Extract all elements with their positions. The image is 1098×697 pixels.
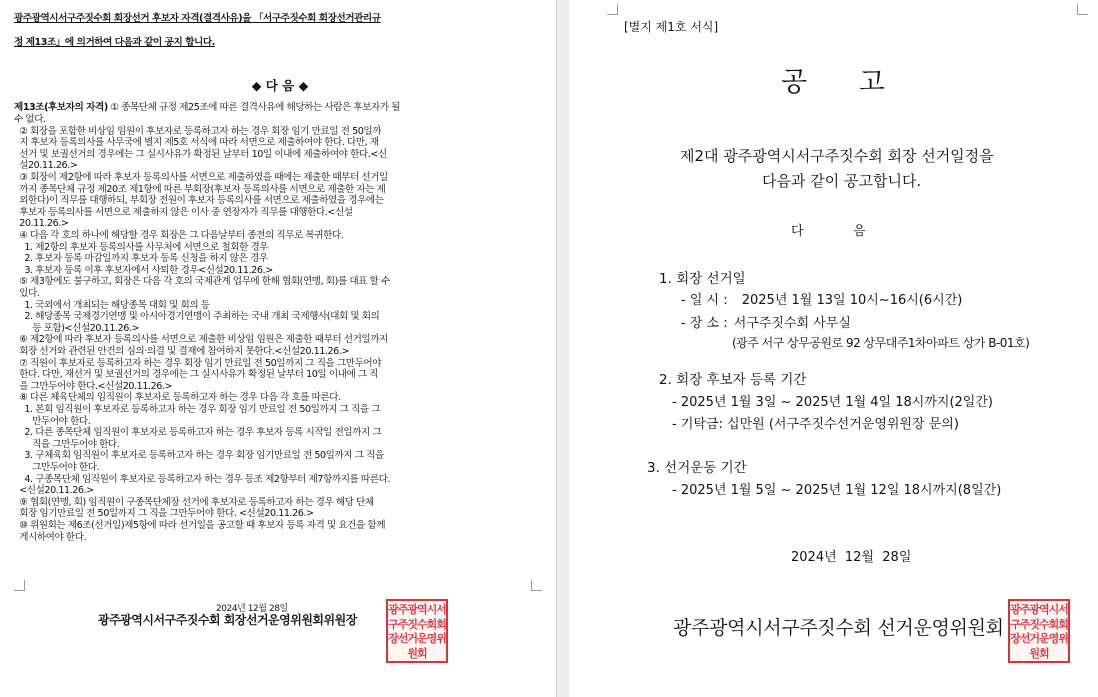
article-line: ⑤ 제3항에도 불구하고, 회장은 다음 각 호의 국제관계 업무에 한해 협회(연맹, 회)를 대표 할 수 [14,276,390,288]
article-line: 회장 임기만료일 전 50일까지 그 직을 그만두어야 한다. <신설20.11.26.> [14,508,314,520]
section2-title: 2. 회장 후보자 등록 기간 [659,372,807,388]
article-line: 후보자 등록의사를 서면으로 제출하지 않은 이사 중 연장자가 직무를 대행한다.<신설 [14,206,353,218]
section1-place [681,312,851,331]
seal-text: 광주광역시서구주짓수회회장선거운영위원회 [388,603,446,660]
seal-text: 광주광역시서구주짓수회회장선거운영위원회 [1010,603,1068,660]
official-seal-stamp [1008,599,1070,663]
article-first-line [14,102,546,114]
article-line: 등 포함)<신설20.11.26.> [14,322,140,334]
section1-title: 1. 회장 선거일 [659,271,746,287]
signature-line: 광주광역시서구주짓수회 회장선거운영위원회위원장 [98,613,357,627]
official-seal-stamp [386,599,448,663]
article-line: 설20.11.26.> [14,160,78,172]
article-line: 회장 선거와 관련된 안건의 심의·의결 및 결재에 참여하지 못한다.<신설20.11.26.> [14,346,349,357]
article-line: ④ 다음 각 호의 하나에 해당할 경우 회장은 그 다음날부터 종전의 직무로 복귀한다. [14,230,344,241]
section1-date-label: - 일 시 : [681,293,728,308]
section3-title: 3. 선거운동 기간 [647,460,747,476]
announce-line-2: 다음과 같이 공고합니다. [762,172,922,190]
article-line: 선거 및 보궐선거의 경우에는 그 실시사유가 확정된 날부터 10일 이내에 제출하여야 한다.<신 [14,148,387,160]
article-line: ⑥ 제2항에 따라 후보자 등록의사를 서면으로 제출한 비상임 임원은 제출한 때부터 선거일까지 [14,334,388,346]
article-line: 2. 해당종목 국제경기연맹 및 아시아경기연맹이 주최하는 국내 개최 국제행사(대회 및 회의 [14,311,380,323]
article-line: ② 회장을 포함한 비상임 임원이 후보자로 등록하고자 하는 경우 회장 임기 만료일 전 50일까 [14,125,382,137]
article-line: <신설20.11.26.> [14,485,94,497]
page-gap [556,0,570,697]
section1-place-label: - 장 소 : [681,316,728,331]
section1-place-value: 서구주짓수회 사무실 [733,316,851,331]
announce-line-1: 제2대 광주광역시서구주짓수회 회장 선거일정을 [680,147,994,165]
article-line: 1. 국외에서 개최되는 해당종목 대회 및 회의 등 [14,299,210,311]
article-line: 만두어야 한다. [14,415,91,427]
article-line: ⑧ 다른 체육단체의 임직원이 후보자로 등록하고자 하는 경우 다음 각 호를 따른다. [14,392,341,404]
article-line: 지 후보자 등록의사를 사무국에 별지 제5호 서식에 따라 서면으로 제출하여야 한다. 다만, 재 [14,137,379,149]
intro-line-1: 광주광역시서구주짓수회 회장선거 후보자 자격(결격사유)을 「서구주짓수회 회장선거관리규 [14,13,381,24]
article-line: 까지 종목단체 규정 제20조 제1항에 따른 부회장(후보자 등록의사를 서면으로 제출한 자는 제 [14,183,386,195]
document-page-right [569,0,1098,697]
intro-line-2: 정 제13조」에 의거하여 다음과 같이 공지 합니다. [14,37,215,48]
article-line: ⑦ 직원이 후보자로 등록하고자 하는 경우 회장 임기 만료일 전 50일까지 그 직을 그만두어야 [14,357,382,369]
article-line: ⑨ 협회(연맹, 회) 임직원이 구종목단체장 선거에 후보자로 등록하고자 하는 경우 해당 단체 [14,496,374,508]
section3-period: - 2025년 1월 5일 ~ 2025년 1월 12일 18시까지(8일간) [672,483,1002,498]
article-line: 직을 그만두어야 한다. [14,438,120,450]
form-label: [별지 제1호 서식] [624,20,719,34]
article-line: 있다. [14,288,40,299]
article-line: 한다. 다만, 재선거 및 보궐선거의 경우에는 그 실시사유가 확정된 날부터 10일 이내에 그 직 [14,369,379,381]
section2-deposit: - 기탁금: 십만원 (서구주짓수선거운영위원장 문의) [672,417,959,432]
signature-line: 광주광역시서구주짓수회 선거운영위원회 [673,617,1004,639]
next-heading: 다 음 [791,224,866,239]
article-body: ① 종목단체 규정 제25조에 따른 결격사유에 해당하는 사람은 후보자가 될 [107,102,401,113]
section2-period: - 2025년 1월 3일 ~ 2025년 1월 4일 18시까지(2일간) [672,395,993,410]
article-line: 20.11.26.> [14,218,69,230]
section1-date [681,289,962,308]
article-line: ⑩ 위원회는 제6조(선거일)제5항에 따라 선거일을 공고할 때 후보자 등록 자격 및 요건을 함께 [14,520,386,531]
notice-title: 공 고 [781,67,885,98]
article-line: 3. 후보자 등록 이후 후보자에서 사퇴한 경우<신설20.11.26.> [14,264,273,276]
article-line: 을 그만두어야 한다.<신설20.11.26.> [14,380,173,392]
article-line: 2. 다른 종목단체 임직원이 후보자로 등록하고자 하는 경우 후보자 등록 시작일 전일까지 그 [14,427,382,439]
article-line: 외한다)이 직무를 대행하되, 부회장 전원이 후보자 등록의사를 서면으로 제출하였을 경우에는 [14,195,384,207]
article-line: 그만두어야 한다. [14,462,100,473]
article-line: 수 없다. [14,114,46,125]
article-line: ③ 회장이 제2항에 따라 후보자 등록의사를 서면으로 제출하였을 때에는 제출한 때부터 선거일 [14,172,388,183]
section1-date-value: 2025년 1월 13일 10시~16시(6시간) [741,293,963,308]
article-line: 2. 후보자 등록 마감일까지 후보자 등록 신청을 하지 않은 경우 [14,253,268,265]
margin-corner-mark [531,580,542,591]
margin-corner-mark [1077,4,1088,15]
section1-address: (광주 서구 상무공원로 92 상무대주1차아파트 상가 B-01호) [732,336,1030,350]
article-line: 게시하여야 한다. [14,531,87,543]
margin-corner-mark [607,4,618,15]
article-line: 4. 구종목단체 임직원이 후보자로 등록하고자 하는 경우 등조 제2항부터 제7항까지를 따른다. [14,473,390,485]
article-line: 1. 제2항의 후보자 등록의사를 사무처에 서면으로 철회한 경우 [14,241,269,253]
margin-corner-mark [14,580,25,591]
section-heading: ◆ 다 음 ◆ [251,78,309,93]
article-line: 1. 본회 임직원이 후보자로 등록하고자 하는 경우 회장 임기 만료일 전 50일까지 그 직을 그 [14,404,381,415]
notice-date: 2024년 12월 28일 [791,550,912,565]
notice-date: 2024년 12월 28일 [216,604,288,614]
article-title: 제13조(후보자의 자격) [14,102,108,113]
article-line: 3. 구체육회 임직원이 후보자로 등록하고자 하는 경우 회장 임기만료일 전 50일까지 그 직을 [14,450,384,462]
